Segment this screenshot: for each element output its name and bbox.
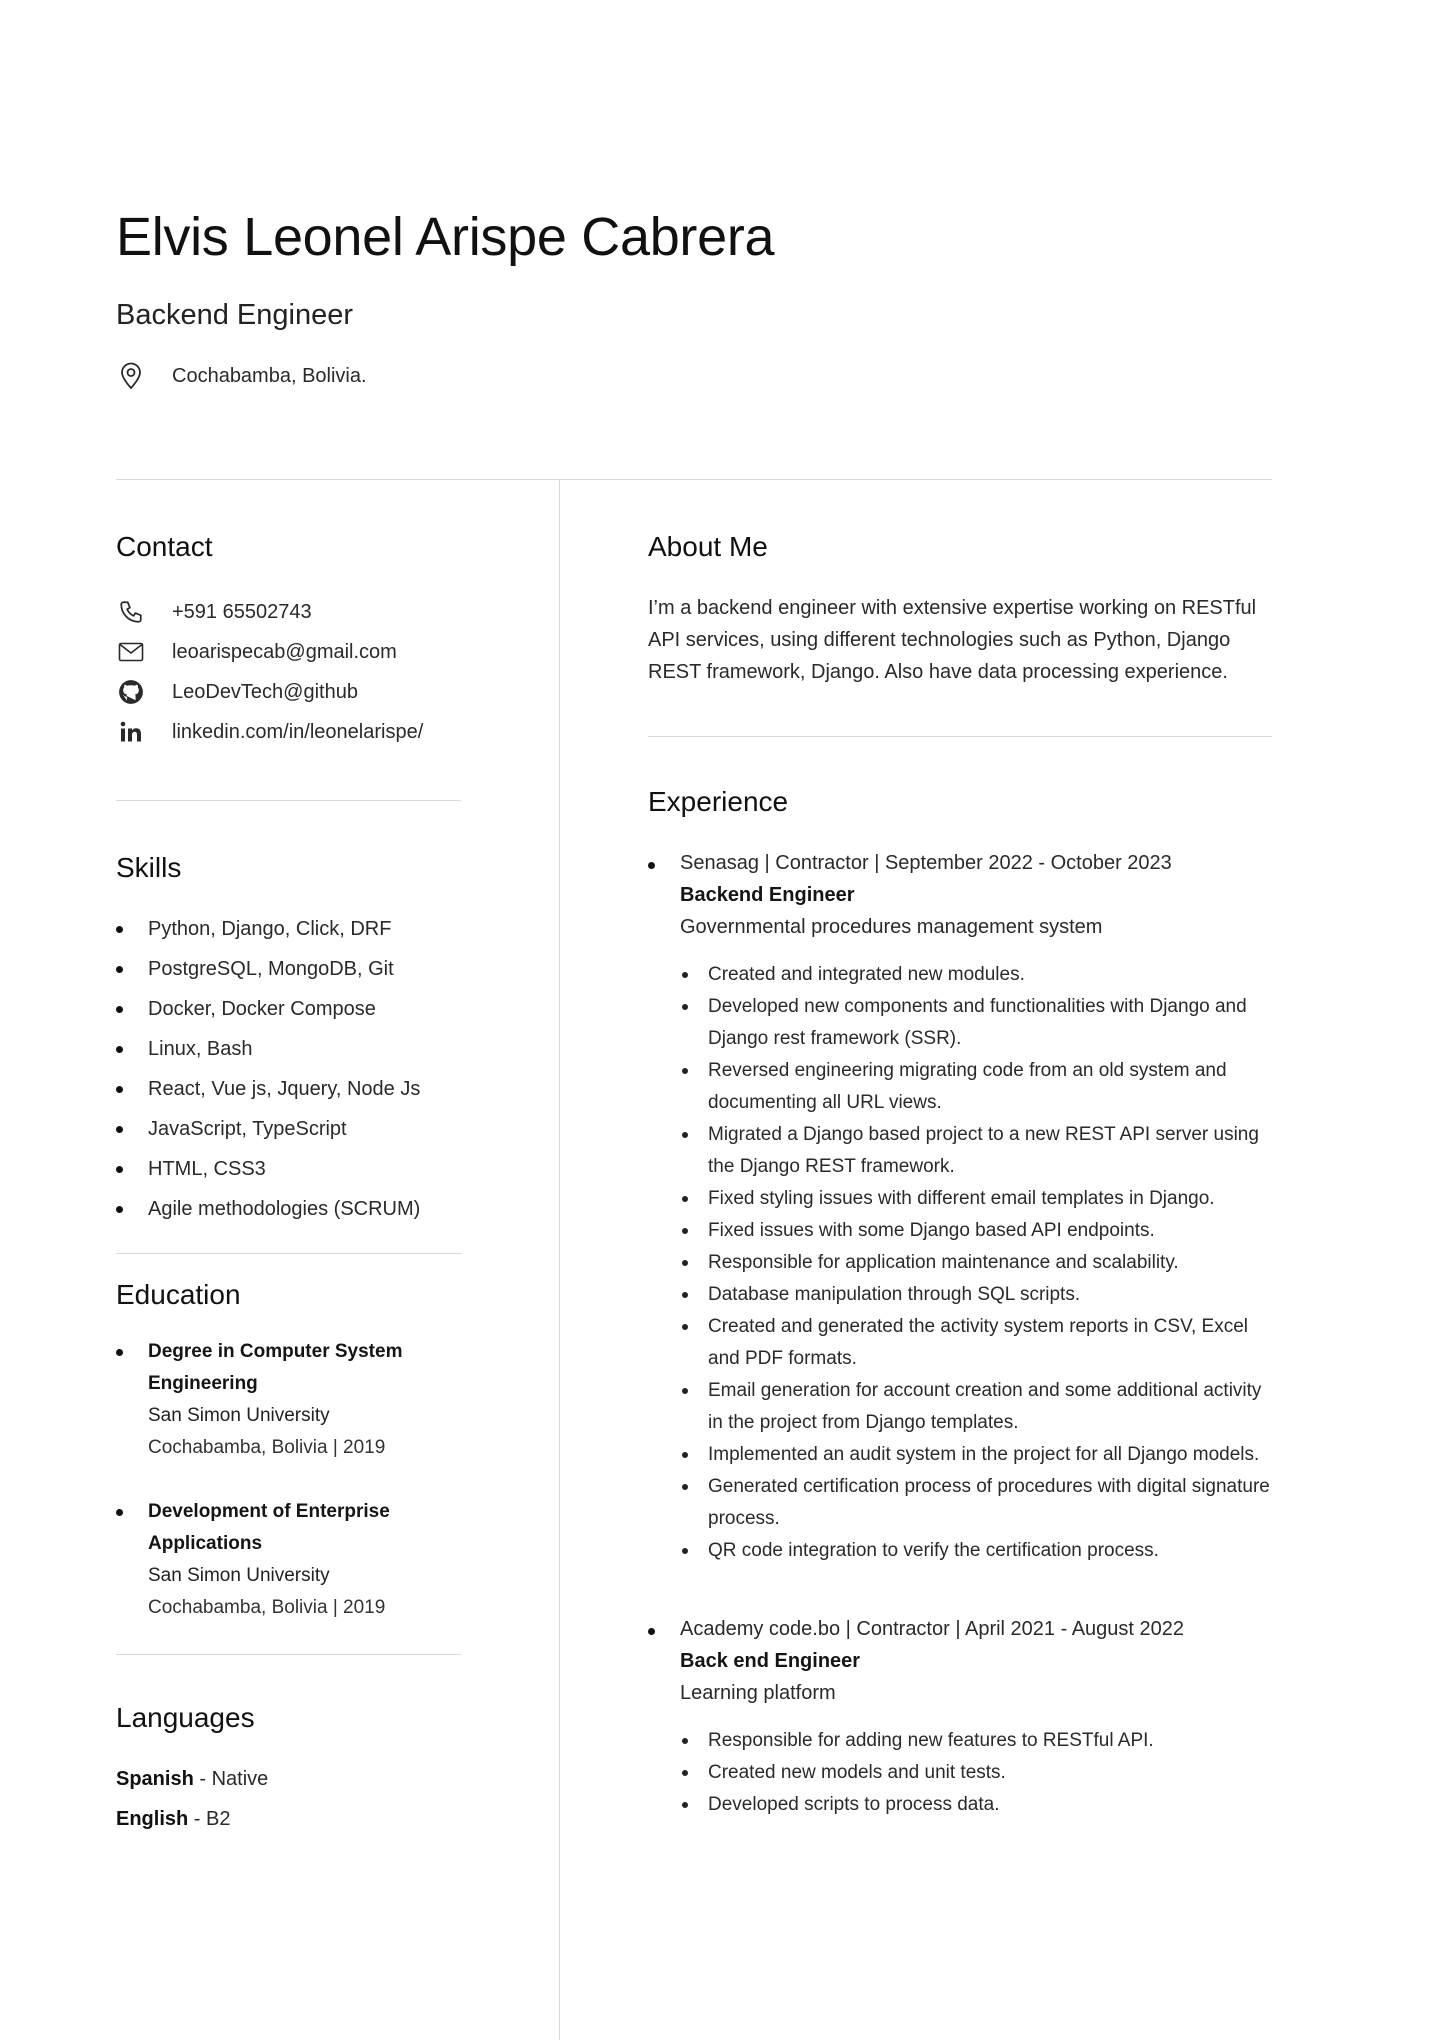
email-text: leoarispecab@gmail.com bbox=[172, 640, 397, 663]
contact-section bbox=[116, 530, 461, 752]
list-item: Generated certification process of procedures with digital signature process. bbox=[680, 1471, 1272, 1535]
person-name: Elvis Leonel Arispe Cabrera bbox=[116, 207, 775, 267]
list-item: Created new models and unit tests. bbox=[680, 1757, 1272, 1789]
education-school: San Simon University bbox=[148, 1565, 330, 1586]
phone-text: +591 65502743 bbox=[172, 600, 312, 623]
language-item bbox=[116, 1799, 461, 1839]
list-item: Created and generated the activity system reports in CSV, Excel and PDF formats. bbox=[680, 1311, 1272, 1375]
contact-email[interactable] bbox=[116, 632, 461, 672]
left-column bbox=[116, 530, 461, 1839]
column-divider bbox=[559, 479, 560, 2040]
language-level: - Native bbox=[193, 1768, 269, 1790]
list-item: Docker, Docker Compose bbox=[116, 989, 461, 1029]
language-item bbox=[116, 1759, 461, 1799]
phone-icon bbox=[116, 597, 146, 627]
education-degree: Development of Enterprise Applications bbox=[148, 1501, 390, 1554]
list-item: Email generation for account creation and some additional activity in the project from Django templates. bbox=[680, 1375, 1272, 1439]
resume-header bbox=[116, 205, 1276, 391]
list-item: Implemented an audit system in the project for all Django models. bbox=[680, 1439, 1272, 1471]
job-title: Back end Engineer bbox=[680, 1650, 861, 1672]
job-role: Backend Engineer bbox=[116, 299, 353, 331]
education-place: Cochabamba, Bolivia | 2019 bbox=[148, 1597, 386, 1618]
education-degree: Degree in Computer System Engineering bbox=[148, 1341, 403, 1394]
education-place: Cochabamba, Bolivia | 2019 bbox=[148, 1437, 386, 1458]
right-column bbox=[648, 530, 1272, 1821]
list-item: Created and integrated new modules. bbox=[680, 959, 1272, 991]
contact-github[interactable] bbox=[116, 672, 461, 712]
section-divider bbox=[648, 736, 1272, 737]
task-list bbox=[680, 959, 1272, 1567]
language-name: English bbox=[116, 1808, 189, 1830]
languages-heading: Languages bbox=[116, 1702, 255, 1733]
about-heading: About Me bbox=[648, 531, 768, 562]
education-school: San Simon University bbox=[148, 1405, 330, 1426]
linkedin-icon bbox=[116, 717, 146, 747]
list-item: QR code integration to verify the certification process. bbox=[680, 1535, 1272, 1567]
education-item bbox=[116, 1496, 461, 1624]
education-section bbox=[116, 1278, 461, 1624]
section-divider bbox=[116, 1253, 461, 1254]
list-item: Responsible for application maintenance and scalability. bbox=[680, 1247, 1272, 1279]
contact-linkedin[interactable] bbox=[116, 712, 461, 752]
list-item: Migrated a Django based project to a new REST API server using the Django REST framework. bbox=[680, 1119, 1272, 1183]
contact-phone[interactable] bbox=[116, 592, 461, 632]
experience-heading: Experience bbox=[648, 786, 789, 817]
list-item: JavaScript, TypeScript bbox=[116, 1109, 461, 1149]
list-item: Responsible for adding new features to RESTful API. bbox=[680, 1725, 1272, 1757]
about-text: I’m a backend engineer with extensive expertise working on RESTful API services, using different technologies such as Python, Django REST framework, Django. Also have data processing experience. bbox=[648, 597, 1257, 683]
location-pin-icon bbox=[116, 361, 146, 391]
about-section bbox=[648, 530, 1272, 688]
skills-list bbox=[116, 909, 461, 1229]
list-item: Python, Django, Click, DRF bbox=[116, 909, 461, 949]
job-header: Academy code.bo | Contractor | April 2021 - August 2022 bbox=[680, 1618, 1185, 1640]
skills-heading: Skills bbox=[116, 852, 182, 883]
list-item: PostgreSQL, MongoDB, Git bbox=[116, 949, 461, 989]
job-description: Learning platform bbox=[680, 1682, 836, 1704]
list-item: Fixed styling issues with different email templates in Django. bbox=[680, 1183, 1272, 1215]
list-item: Agile methodologies (SCRUM) bbox=[116, 1189, 461, 1229]
experience-item bbox=[648, 847, 1272, 1567]
list-item: Developed new components and functionalities with Django and Django rest framework (SSR). bbox=[680, 991, 1272, 1055]
job-header: Senasag | Contractor | September 2022 - October 2023 bbox=[680, 852, 1172, 874]
task-list bbox=[680, 1725, 1272, 1821]
education-item bbox=[116, 1336, 461, 1464]
list-item: React, Vue js, Jquery, Node Js bbox=[116, 1069, 461, 1109]
contact-heading: Contact bbox=[116, 531, 213, 562]
list-item: Database manipulation through SQL scripts. bbox=[680, 1279, 1272, 1311]
list-item: HTML, CSS3 bbox=[116, 1149, 461, 1189]
language-name: Spanish bbox=[116, 1768, 194, 1790]
mail-icon bbox=[116, 637, 146, 667]
list-item: Developed scripts to process data. bbox=[680, 1789, 1272, 1821]
github-text: LeoDevTech@github bbox=[172, 680, 358, 703]
list-item: Linux, Bash bbox=[116, 1029, 461, 1069]
job-title: Backend Engineer bbox=[680, 884, 855, 906]
linkedin-text: linkedin.com/in/leonelarispe/ bbox=[172, 720, 424, 743]
section-divider bbox=[116, 800, 461, 801]
skills-section bbox=[116, 851, 461, 1229]
experience-item bbox=[648, 1613, 1272, 1821]
location-text: Cochabamba, Bolivia. bbox=[172, 364, 367, 387]
education-heading: Education bbox=[116, 1279, 241, 1310]
header-divider bbox=[116, 479, 1272, 480]
github-icon bbox=[116, 677, 146, 707]
language-level: - B2 bbox=[188, 1808, 231, 1830]
list-item: Reversed engineering migrating code from an old system and documenting all URL views. bbox=[680, 1055, 1272, 1119]
location-row bbox=[116, 361, 1276, 391]
experience-section bbox=[648, 785, 1272, 1821]
section-divider bbox=[116, 1654, 461, 1655]
languages-section bbox=[116, 1701, 461, 1839]
list-item: Fixed issues with some Django based API endpoints. bbox=[680, 1215, 1272, 1247]
job-description: Governmental procedures management system bbox=[680, 916, 1103, 938]
